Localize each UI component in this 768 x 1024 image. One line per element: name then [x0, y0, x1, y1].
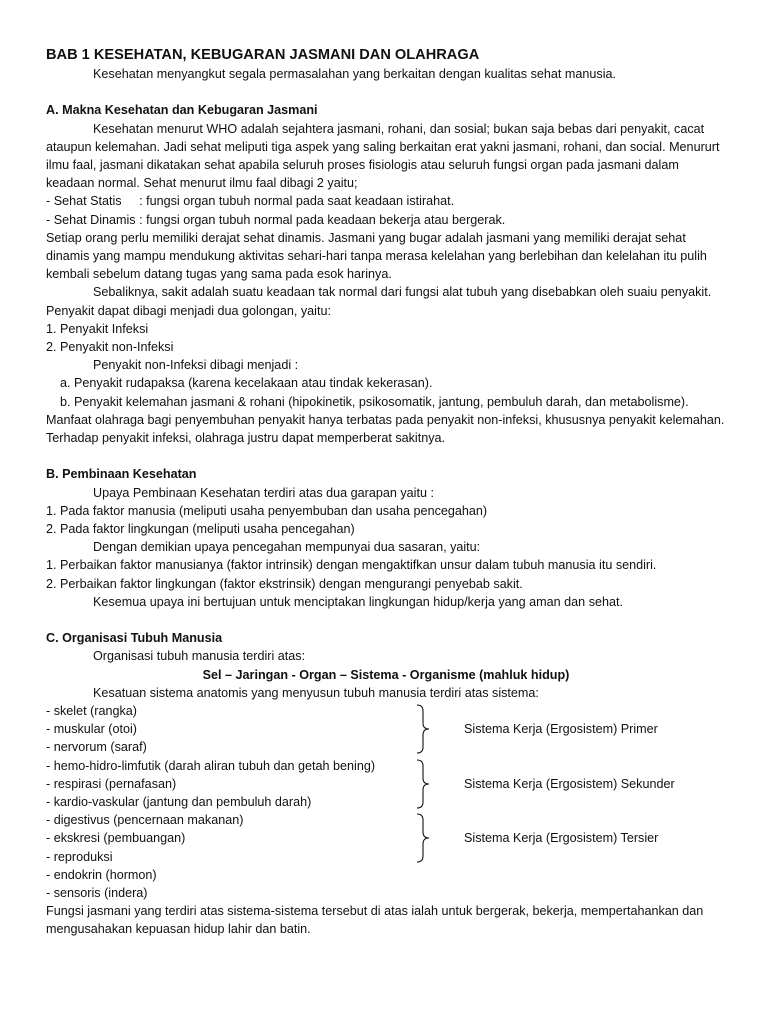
group-label-tersier: Sistema Kerja (Ergosistem) Tersier	[464, 831, 659, 846]
sehat-statis-item: - Sehat Statis : fungsi organ tubuh normal pada saat keadaan istirahat.	[46, 194, 455, 209]
section-a-paragraph-4: Manfaat olahraga bagi penyembuhan penyakit hanya terbatas pada penyakit non-infeksi, khususnya penyakit kelemahan. Terhadap penyakit infeksi, olahraga justru dapat memperberat sakitnya.	[46, 412, 725, 446]
sub-item-a: a. Penyakit rudapaksa (karena kecelakaan atau tindak kekerasan).	[60, 376, 433, 391]
system-item: - digestivus (pencernaan makanan)	[46, 813, 244, 828]
list-item-infeksi: 1. Penyakit Infeksi	[46, 321, 149, 336]
system-item: - kardio-vaskular (jantung dan pembuluh darah)	[46, 795, 312, 809]
organization-chain: Sel – Jaringan - Organ – Sistema - Organisme (mahluk hidup)	[202, 667, 570, 682]
system-group-primer	[46, 702, 726, 757]
right-brace-icon	[415, 759, 431, 809]
system-item: - sensoris (indera)	[46, 885, 148, 900]
system-item: - ekskresi (pembuangan)	[46, 831, 186, 846]
system-item: - muskular (otoi)	[46, 722, 137, 737]
section-b-list-item-4: 2. Perbaikan faktor lingkungan (faktor ekstrinsik) dengan mengurangi penyebab sakit.	[46, 576, 523, 591]
section-c-paragraph-2: Kesatuan sistema anatomis yang menyusun tubuh manusia terdiri atas sistema:	[93, 685, 539, 700]
system-list	[46, 702, 726, 902]
section-a-paragraph-3: Sebaliknya, sakit adalah suatu keadaan tak normal dari fungsi alat tubuh yang disebabkan oleh suaiu penyakit. Penyakit dapat dibagi menjadi dua golongan, yaitu:	[46, 285, 712, 318]
section-b-list-item-1: 1. Pada faktor manusia (meliputi usaha penyembuban dan usaha pencegahan)	[46, 503, 488, 518]
right-brace-icon	[415, 813, 431, 863]
closing-paragraph: Fungsi jasmani yang terdiri atas sistema-sistema tersebut di atas ialah untuk bergerak, bekerja, mempertahankan dan mengusahakan kepuasan hidup lahir dan batin.	[46, 904, 704, 937]
system-item: - nervorum (saraf)	[46, 740, 147, 755]
system-group-tersier	[46, 811, 726, 866]
list-item-non-infeksi: 2. Penyakit non-Infeksi	[46, 340, 174, 355]
system-group-sekunder	[46, 757, 726, 812]
system-item: - hemo-hidro-limfutik (darah aliran tubuh dan getah bening)	[46, 758, 376, 773]
sehat-dinamis-item: - Sehat Dinamis : fungsi organ tubuh normal pada keadaan bekerja atau bergerak.	[46, 212, 506, 227]
document-page	[46, 46, 726, 939]
group-label-primer: Sistema Kerja (Ergosistem) Primer	[464, 722, 658, 737]
intro-paragraph: Kesehatan menyangkut segala permasalahan yang berkaitan dengan kualitas sehat manusia.	[93, 67, 616, 81]
section-a-paragraph-2: Setiap orang perlu memiliki derajat sehat dinamis. Jasmani yang bugar adalah jasmani yang memiliki derajat sehat dinamis yang mampu mendukung aktivitas sehari-hari tanpa merasa kelelahan yang berlebihan dan kelelahan itu pulih kembali sebelum datang tugas yang sama pada esok harinya.	[46, 230, 707, 282]
system-item: - endokrin (hormon)	[46, 867, 157, 882]
section-b-paragraph-1: Upaya Pembinaan Kesehatan terdiri atas dua garapan yaitu :	[93, 485, 434, 500]
section-c-paragraph-1: Organisasi tubuh manusia terdiri atas:	[93, 649, 306, 664]
section-b-heading: B. Pembinaan Kesehatan	[46, 467, 197, 482]
group-label-sekunder: Sistema Kerja (Ergosistem) Sekunder	[464, 776, 675, 791]
section-c-heading: C. Organisasi Tubuh Manusia	[46, 631, 223, 646]
chapter-title: BAB 1 KESEHATAN, KEBUGARAN JASMANI DAN OLAHRAGA	[46, 47, 480, 63]
sub-item-b: b. Penyakit kelemahan jasmani & rohani (hipokinetik, psikosomatik, jantung, pembuluh darah, dan metabolisme).	[60, 394, 689, 409]
section-a-heading: A. Makna Kesehatan dan Kebugaran Jasmani	[46, 103, 318, 118]
section-b-paragraph-3: Kesemua upaya ini bertujuan untuk menciptakan lingkungan hidup/kerja yang aman dan sehat.	[93, 594, 623, 609]
section-b-list-item-3: 1. Perbaikan faktor manusianya (faktor intrinsik) dengan mengaktifkan unsur dalam tubuh manusia itu sendiri.	[46, 558, 657, 573]
system-item: - respirasi (pernafasan)	[46, 776, 177, 791]
section-b-list-item-2: 2. Pada faktor lingkungan (meliputi usaha pencegahan)	[46, 522, 355, 537]
system-item: - skelet (rangka)	[46, 704, 137, 719]
non-infeksi-intro: Penyakit non-Infeksi dibagi menjadi :	[93, 358, 299, 373]
system-item: - reproduksi	[46, 849, 113, 864]
section-a-paragraph-1: Kesehatan menurut WHO adalah sejahtera jasmani, rohani, dan sosial; bukan saja bebas dari penyakit, cacat ataupun kelemahan. Jadi sehat meliputi tiga aspek yang saling berkaitan erat yakni jasmani, rohani, dan social. Menururt ilmu faal, jasmani dikatakan sehat apabila seluruh proses fisiologis atau seluruh fungsi organ pada jasmani dalam keadaan normal. Sehat menurut ilmu faal dibagi 2 yaitu;	[46, 121, 720, 191]
section-b-paragraph-2: Dengan demikian upaya pencegahan mempunyai dua sasaran, yaitu:	[93, 540, 481, 555]
right-brace-icon	[415, 704, 431, 754]
